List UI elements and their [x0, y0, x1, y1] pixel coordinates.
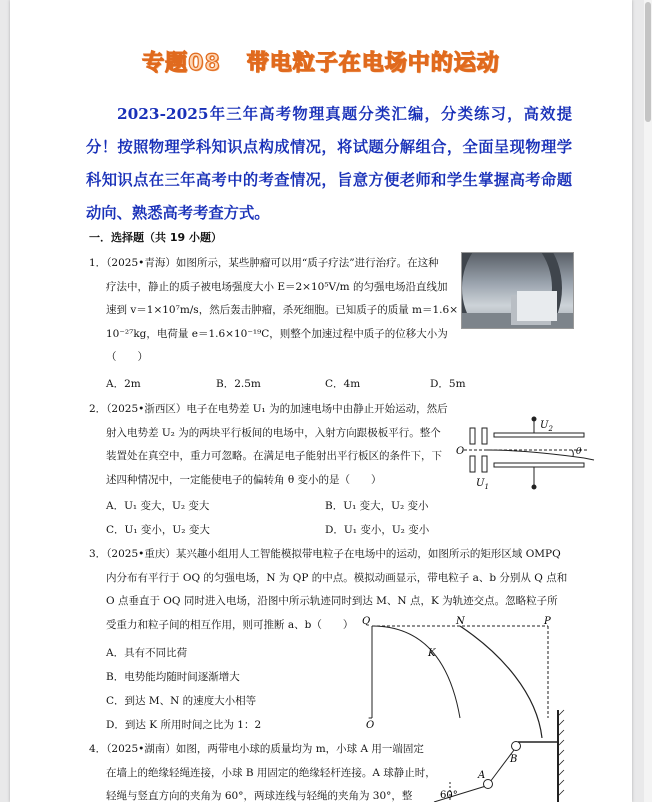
- scrollbar-track[interactable]: [644, 0, 652, 802]
- label-b: B: [510, 754, 518, 765]
- label-q: Q: [362, 616, 371, 627]
- intro-paragraph: 2023-2025年三年高考物理真题分类汇编，分类练习，高效提分！按照物理学科知识点构成情况，将试题分解组合，全面呈现物理学科知识点在三年高考中的考查情况，旨意方便老师和学生掌握高考命题动向、熟悉高考考查方式。: [86, 105, 572, 222]
- option-c: C．4m: [325, 378, 361, 390]
- deflection-diagram: [456, 414, 596, 496]
- question-text: （2025•浙西区）电子在电势差 U₁ 为的加速电场中由静止开始运动，然后: [106, 403, 448, 415]
- rope: [486, 754, 558, 786]
- question-number: 2．: [89, 403, 107, 415]
- question-text: （2025•重庆）某兴趣小组用人工智能模拟带电粒子在电场中的运动，如图所示的矩形区域 OMPQ: [106, 548, 561, 560]
- option-b: B．U₁ 变大，U₂ 变小: [325, 500, 429, 512]
- question-text: （2025•青海）如图所示，某些肿瘤可以用“质子疗法”进行治疗。在这种: [106, 257, 439, 269]
- question-number: 1．: [89, 257, 107, 269]
- accel-plate-right-top: [482, 428, 487, 444]
- option-c: C．到达 M、N 的速度大小相等: [106, 695, 257, 707]
- label-u2: $U_2$: [540, 420, 553, 433]
- question-text: 射入电势差 U₂ 为的两块平行板间的电场中，入射方向跟极板平行。整个: [106, 426, 441, 439]
- option-a: A．U₁ 变大，U₂ 变大: [106, 500, 210, 512]
- question-text: 述四种情况中，一定能使电子的偏转角 θ 变小的是（ ）: [106, 473, 382, 486]
- title-topic-number: 专题08: [142, 51, 221, 76]
- proton-therapy-photo: [461, 252, 574, 329]
- question-text: 内分布有平行于 OQ 的匀强电场，N 为 QP 的中点。模拟动画显示，带电粒子 a、b 分别从 Q 点和: [106, 571, 568, 584]
- question-2: [89, 398, 461, 492]
- scrollbar-thumb[interactable]: [645, 2, 651, 122]
- question-text: O 点垂直于 OQ 同时进入电场，沿图中所示轨迹同时到达 M、N 点，K 为轨迹交点。忽略粒子所: [106, 595, 558, 607]
- question-text: 装置处在真空中，重力可忽略。在满足电子能射出平行板区的条件下，下: [106, 450, 442, 462]
- option-d: D．到达 K 所用时间之比为 1：2: [106, 719, 262, 731]
- option-a: A．具有不同比荷: [106, 647, 188, 659]
- question-text: （ ）: [106, 351, 148, 363]
- label-o: O: [456, 446, 465, 457]
- section-heading: 一．选择题（共 19 小题）: [89, 231, 222, 244]
- document-page: [10, 0, 632, 802]
- question-number: 4．: [89, 743, 107, 755]
- option-d: D．U₁ 变小，U₂ 变小: [325, 524, 430, 536]
- question-text: 疗法中，静止的质子被电场强度大小 E＝2×10⁵V/m 的匀强电场沿直线加: [106, 280, 448, 293]
- title-topic-name: 带电粒子在电场中的运动: [246, 51, 500, 76]
- option-b: B．2.5m: [216, 378, 261, 390]
- label-o: O: [366, 720, 375, 731]
- label-u1: $U_1$: [476, 478, 489, 491]
- option-d: D．5m: [430, 378, 466, 390]
- accel-plate-right-bottom: [482, 456, 487, 472]
- question-4: [89, 738, 461, 802]
- trajectory-a: [372, 626, 460, 718]
- question-1: [89, 252, 461, 370]
- label-angle: 60°: [440, 790, 458, 801]
- label-theta: θ: [576, 447, 582, 457]
- question-text: 速到 v＝1×10⁷m/s，然后轰击肿瘤，杀死细胞。已知质子的质量 m＝1.6×: [106, 304, 458, 316]
- label-k: K: [428, 648, 436, 659]
- label-p: P: [544, 616, 551, 627]
- page-title: [10, 46, 632, 77]
- option-b: B．电势能均随时间逐渐增大: [106, 671, 240, 683]
- deflect-plate-top: [494, 433, 584, 437]
- label-n: N: [456, 616, 465, 627]
- option-a: A．2m: [106, 378, 141, 390]
- electron-path: [487, 450, 584, 458]
- question-text: 轻绳与竖直方向的夹角为 60°，两球连线与轻绳的夹角为 30°，整: [106, 790, 413, 802]
- question-number: 3．: [89, 548, 107, 560]
- question-text: 在墙上的绝缘轻绳连接，小球 B 用固定的绝缘轻杆连接。A 球静止时，: [106, 766, 436, 779]
- deflect-plate-bottom: [494, 463, 584, 467]
- label-a: A: [478, 770, 486, 781]
- option-c: C．U₁ 变小，U₂ 变大: [106, 524, 210, 536]
- charged-balls-diagram: [430, 706, 570, 802]
- question-text: （2025•湖南）如图，两带电小球的质量均为 m，小球 A 用一端固定: [106, 743, 424, 755]
- accel-plate-left-bottom: [470, 456, 475, 472]
- ball-b: [512, 742, 521, 751]
- question-text: 受重力和粒子间的相互作用，则可推断 a、b（ ）: [106, 618, 354, 631]
- question-text: 10⁻²⁷kg，电荷量 e＝1.6×10⁻¹⁹C，则整个加速过程中质子的位移大小为: [106, 327, 448, 340]
- accel-plate-left-top: [470, 428, 475, 444]
- question-line: [89, 252, 461, 276]
